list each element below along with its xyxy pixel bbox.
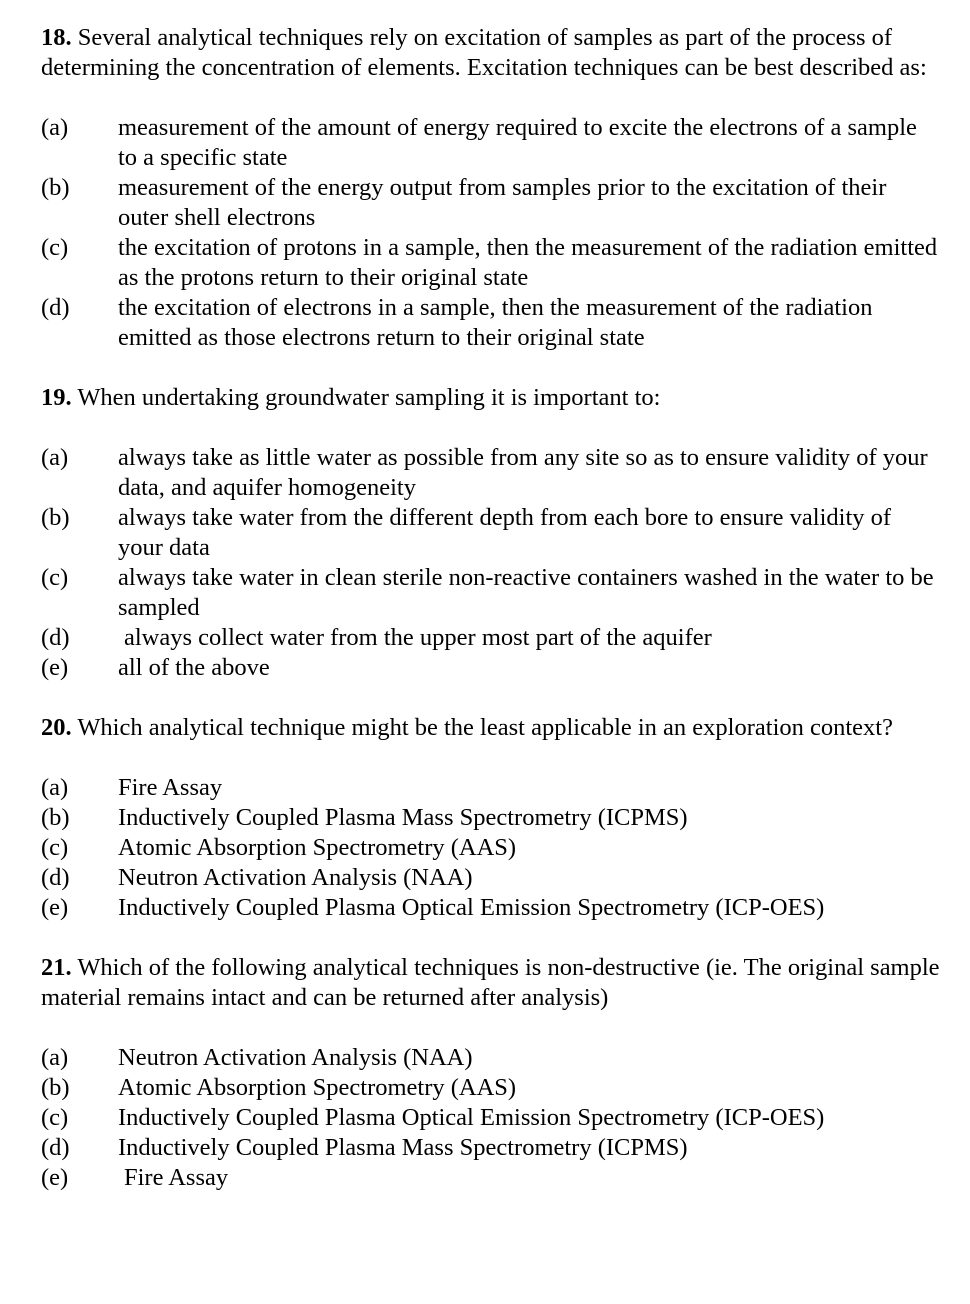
option-text: Inductively Coupled Plasma Optical Emission Spectrometry (ICP-OES)	[118, 1104, 825, 1131]
option-letter: (a)	[41, 444, 69, 471]
question-21	[41, 953, 940, 1193]
option-list	[41, 443, 940, 683]
option-c	[41, 563, 940, 623]
option-text: measurement of the energy output from samples prior to the excitation of their outer shell electrons	[118, 174, 887, 231]
option-b	[41, 1073, 940, 1103]
option-e	[41, 1163, 940, 1193]
option-b	[41, 503, 940, 563]
option-letter: (e)	[41, 1164, 69, 1191]
option-letter: (b)	[41, 504, 70, 531]
option-text: the excitation of electrons in a sample, then the measurement of the radiation emitted as those electrons return to their original state	[118, 294, 873, 351]
option-c	[41, 233, 940, 293]
option-e	[41, 653, 940, 683]
option-text: Inductively Coupled Plasma Mass Spectrometry (ICPMS)	[118, 804, 688, 831]
option-text: measurement of the amount of energy required to excite the electrons of a sample to a specific state	[118, 114, 917, 171]
option-text: Inductively Coupled Plasma Mass Spectrometry (ICPMS)	[118, 1134, 688, 1161]
option-c	[41, 1103, 940, 1133]
option-text: Atomic Absorption Spectrometry (AAS)	[118, 834, 517, 861]
question-stem	[41, 953, 940, 1013]
option-text: all of the above	[118, 654, 270, 681]
option-letter: (c)	[41, 1104, 69, 1131]
option-text: Fire Assay	[124, 1164, 229, 1191]
option-text: always take water in clean sterile non-reactive containers washed in the water to be sampled	[118, 564, 934, 621]
question-stem	[41, 713, 940, 743]
option-b	[41, 803, 940, 833]
option-letter: (e)	[41, 894, 69, 921]
question-text: Which of the following analytical techniques is non-destructive (ie. The original sample material remains intact and can be returned after analysis)	[41, 954, 940, 1011]
question-number: 18.	[41, 24, 72, 51]
option-list	[41, 113, 940, 353]
option-d	[41, 1133, 940, 1163]
option-letter: (a)	[41, 1044, 69, 1071]
option-a	[41, 113, 940, 173]
question-stem	[41, 23, 940, 83]
option-list	[41, 1043, 940, 1193]
option-e	[41, 893, 940, 923]
question-text: When undertaking groundwater sampling it is important to:	[77, 384, 661, 411]
option-letter: (d)	[41, 294, 70, 321]
option-text: the excitation of protons in a sample, then the measurement of the radiation emitted as the protons return to their original state	[118, 234, 938, 291]
option-a	[41, 443, 940, 503]
option-text: Atomic Absorption Spectrometry (AAS)	[118, 1074, 517, 1101]
question-text: Which analytical technique might be the least applicable in an exploration context?	[77, 714, 893, 741]
option-letter: (b)	[41, 1074, 70, 1101]
option-letter: (a)	[41, 774, 69, 801]
option-a	[41, 773, 940, 803]
option-letter: (b)	[41, 174, 70, 201]
option-text: Fire Assay	[118, 774, 223, 801]
question-number: 19.	[41, 384, 72, 411]
question-number: 20.	[41, 714, 72, 741]
option-d	[41, 293, 940, 353]
option-letter: (d)	[41, 624, 70, 651]
option-d	[41, 623, 940, 653]
option-letter: (d)	[41, 1134, 70, 1161]
question-number: 21.	[41, 954, 72, 981]
option-letter: (c)	[41, 834, 69, 861]
question-20	[41, 713, 940, 923]
option-list	[41, 773, 940, 923]
question-18	[41, 23, 940, 353]
option-text: always collect water from the upper most part of the aquifer	[124, 624, 712, 651]
option-b	[41, 173, 940, 233]
option-a	[41, 1043, 940, 1073]
option-letter: (c)	[41, 564, 69, 591]
option-text: Inductively Coupled Plasma Optical Emission Spectrometry (ICP-OES)	[118, 894, 825, 921]
option-letter: (d)	[41, 864, 70, 891]
question-stem	[41, 383, 940, 413]
option-text: always take water from the different depth from each bore to ensure validity of your data	[118, 504, 892, 561]
option-letter: (c)	[41, 234, 69, 261]
option-text: Neutron Activation Analysis (NAA)	[118, 1044, 473, 1071]
option-text: Neutron Activation Analysis (NAA)	[118, 864, 473, 891]
option-letter: (a)	[41, 114, 69, 141]
option-d	[41, 863, 940, 893]
option-c	[41, 833, 940, 863]
question-19	[41, 383, 940, 683]
option-text: always take as little water as possible from any site so as to ensure validity of your data, and aquifer homogeneity	[118, 444, 928, 501]
question-text: Several analytical techniques rely on excitation of samples as part of the process of determining the concentration of elements. Excitation techniques can be best described as:	[41, 24, 927, 81]
option-letter: (e)	[41, 654, 69, 681]
option-letter: (b)	[41, 804, 70, 831]
